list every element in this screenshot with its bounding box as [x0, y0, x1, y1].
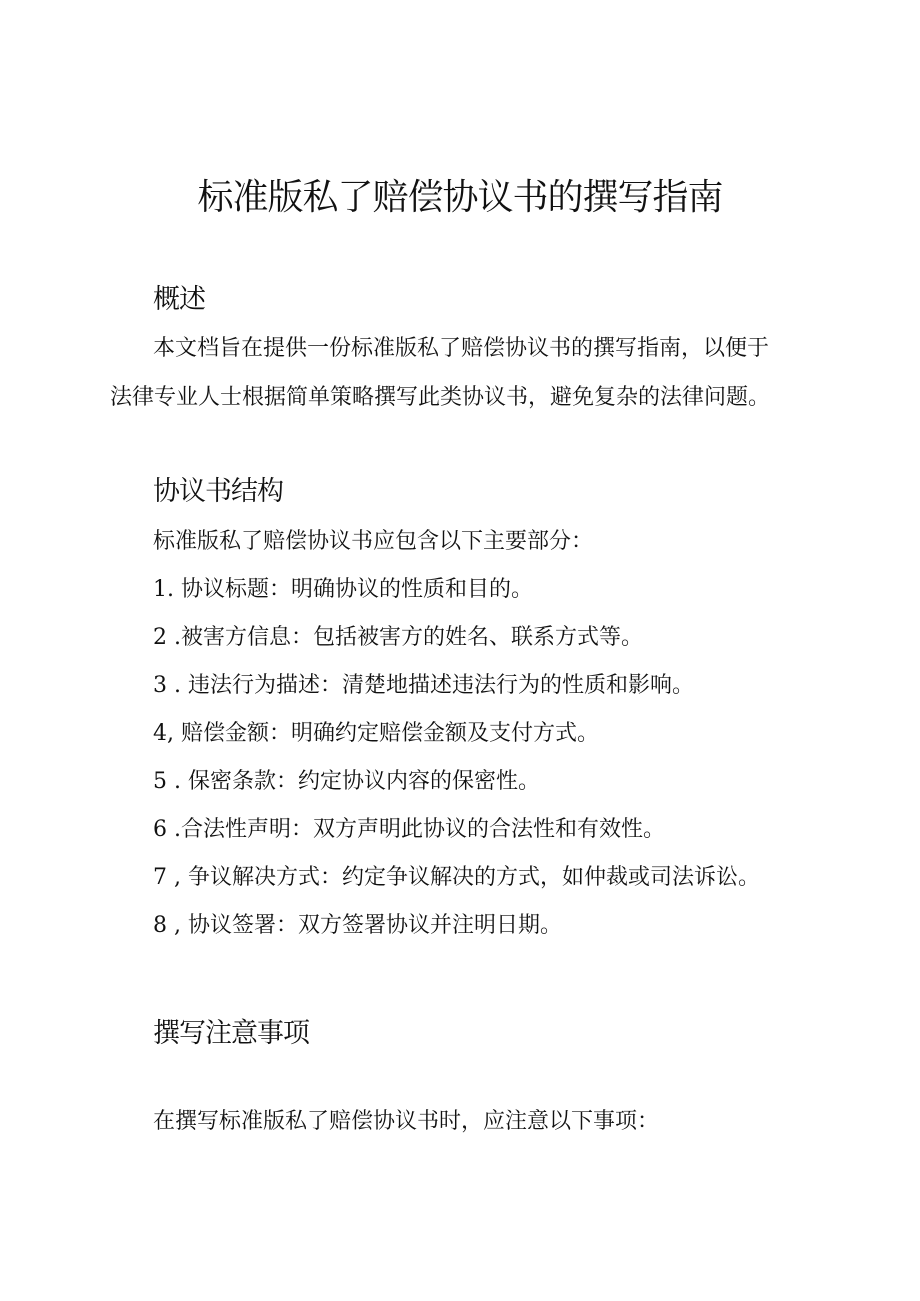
section-heading-overview: 概述 [153, 284, 205, 315]
document-title: 标准版私了赔偿协议书的撰写指南 [197, 177, 723, 218]
notes-intro: 在撰写标准版私了赔偿协议书时，应注意以下事项： [153, 1109, 660, 1134]
list-item: 4, 赔偿金额：明确约定赔偿金额及支付方式。 [153, 721, 599, 746]
list-item: 8 , 协议签署：双方签署协议并注明日期。 [153, 913, 562, 938]
overview-paragraph-line-1: 本文档旨在提供一份标准版私了赔偿协议书的撰写指南，以便于 [153, 336, 770, 361]
list-item: 2 .被害方信息：包括被害方的姓名、联系方式等。 [153, 625, 643, 650]
section-heading-structure: 协议书结构 [153, 476, 283, 507]
list-item: 7 , 争议解决方式：约定争议解决的方式，如仲裁或司法诉讼。 [153, 865, 760, 890]
section-heading-notes: 撰写注意事项 [153, 1018, 309, 1049]
list-item: 3 . 违法行为描述：清楚地描述违法行为的性质和影响。 [153, 673, 694, 698]
list-item: 5 . 保密条款：约定协议内容的保密性。 [153, 769, 540, 794]
structure-intro: 标准版私了赔偿协议书应包含以下主要部分： [153, 529, 594, 554]
list-item: 1. 协议标题：明确协议的性质和目的。 [153, 577, 533, 602]
overview-paragraph-line-2: 法律专业人士根据简单策略撰写此类协议书，避免复杂的法律问题。 [110, 385, 771, 410]
list-item: 6 .合法性声明：双方声明此协议的合法性和有效性。 [153, 817, 665, 842]
